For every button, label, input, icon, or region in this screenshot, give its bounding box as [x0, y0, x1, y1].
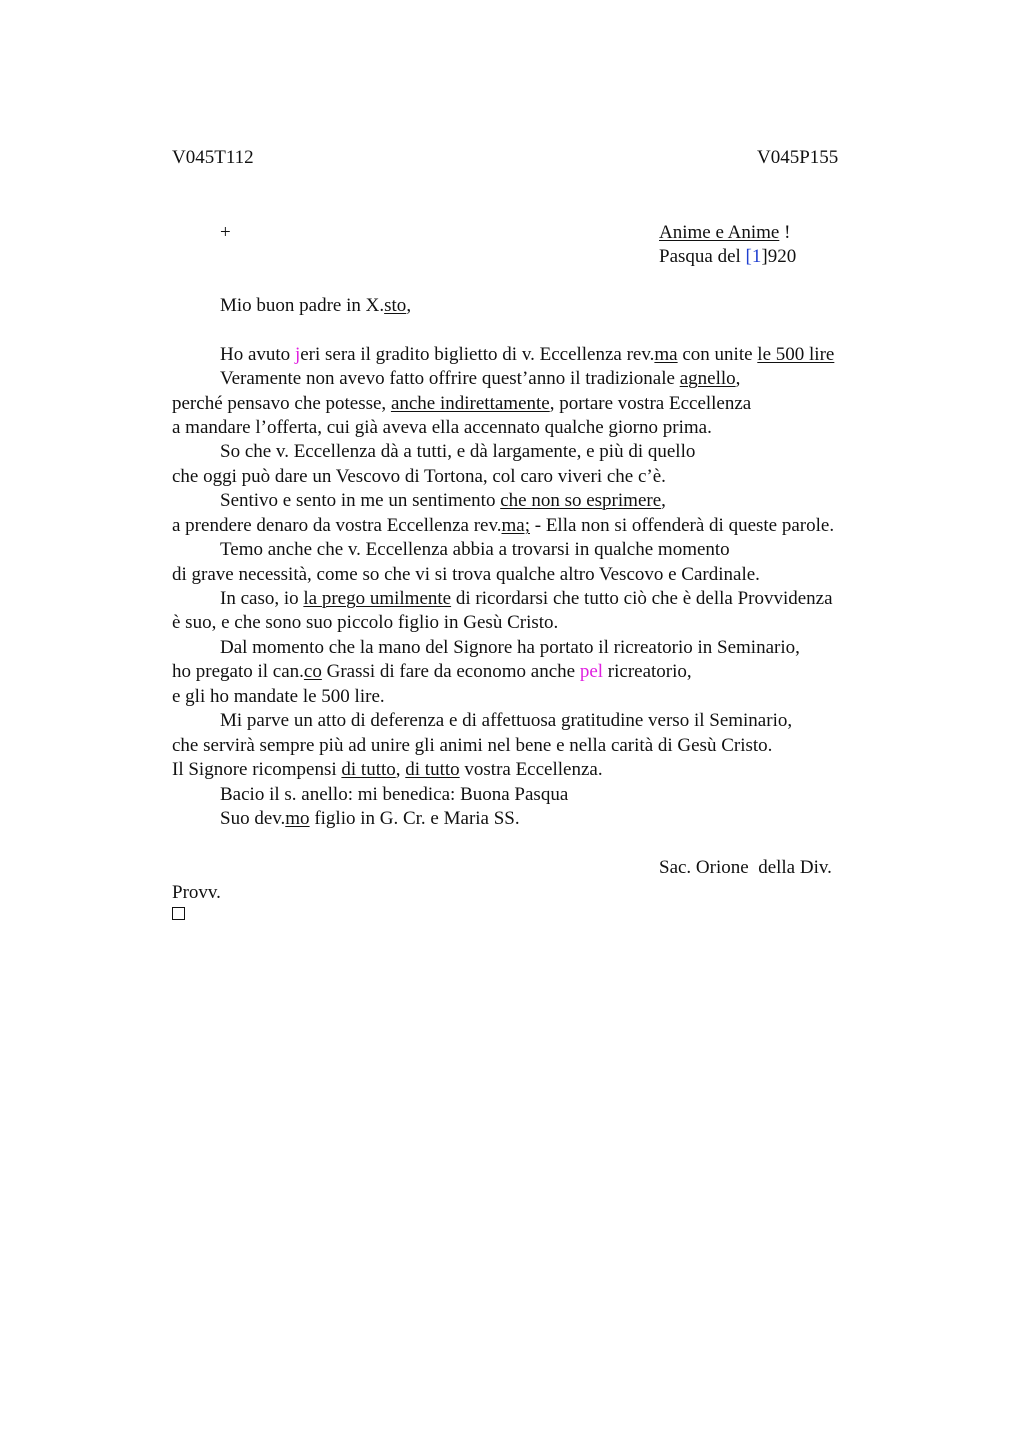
letter-heading-title [659, 221, 790, 245]
empty-square-icon [172, 907, 185, 920]
signature-continuation: Provv. [172, 882, 221, 903]
text-span: figlio in G. Cr. e Maria SS. [309, 808, 520, 829]
underlined-phrase: la prego umilmente [303, 588, 452, 609]
letter-date [659, 245, 796, 269]
text-span: , [735, 368, 741, 389]
signature-line: Sac. Orione della Div. [659, 857, 832, 878]
right-document-code: V045P155 [757, 147, 839, 168]
body-line-10: di grave necessità, come so che vi si trova qualche altro Vescovo e Cardinale. [172, 564, 760, 585]
body-line-1 [220, 343, 834, 367]
salutation-prefix: Mio buon padre in X. [220, 295, 385, 316]
body-line-16: Mi parve un atto di deferenza e di affettuosa gratitudine verso il Seminario, [220, 710, 793, 731]
salutation-abbrev: sto [384, 295, 407, 316]
text-span: di ricordarsi che tutto ciò che è della Provvidenza [451, 588, 833, 609]
underlined-abbrev: mo [285, 808, 310, 829]
body-line-18 [172, 758, 603, 782]
text-span: Ho avuto [220, 344, 295, 365]
underlined-abbrev: ma [654, 344, 678, 365]
date-restored-digit: 1 [751, 246, 762, 267]
body-line-13: Dal momento che la mano del Signore ha portato il ricreatorio in Seminario, [220, 637, 800, 658]
date-bracket-close: ] [761, 246, 768, 267]
underlined-phrase: di tutto [341, 759, 396, 780]
text-span: perché pensavo che potesse, [172, 393, 391, 414]
text-span: , [661, 490, 666, 511]
body-line-7 [220, 489, 666, 513]
underlined-abbrev: co [303, 661, 322, 682]
cross-mark: + [220, 222, 231, 243]
body-line-8 [172, 514, 834, 538]
body-line-17: che servirà sempre più ad unire gli animi nel bene e nella carità di Gesù Cristo. [172, 735, 773, 756]
left-document-code: V045T112 [172, 147, 254, 168]
text-span: ho pregato il can. [172, 661, 304, 682]
body-line-3 [172, 392, 751, 416]
marked-word: pel [579, 661, 604, 682]
text-span: ricreatorio, [603, 661, 692, 682]
body-line-19: Bacio il s. anello: mi benedica: Buona Pasqua [220, 784, 569, 805]
text-span: eri sera il gradito biglietto di v. Eccellenza rev. [300, 344, 655, 365]
body-line-14 [172, 660, 692, 684]
text-span: vostra Eccellenza. [459, 759, 603, 780]
text-span: a prendere denaro da vostra Eccellenza rev. [172, 515, 502, 536]
marked-letter: j [294, 344, 301, 365]
body-line-2 [220, 367, 740, 391]
underlined-word: agnello [679, 368, 736, 389]
date-bracket-open: [ [745, 246, 752, 267]
text-span: Grassi di fare da economo anche [321, 661, 580, 682]
text-span: con unite [677, 344, 758, 365]
underlined-phrase: le 500 lire [757, 344, 835, 365]
body-line-6: che oggi può dare un Vescovo di Tortona, col caro viveri che c’è. [172, 466, 666, 487]
text-span: , [395, 759, 406, 780]
text-span: Veramente non avevo fatto offrire quest’anno il tradizionale [220, 368, 680, 389]
text-span: , portare vostra Eccellenza [549, 393, 752, 414]
text-span: Il Signore ricompensi [172, 759, 342, 780]
text-span: Suo dev. [220, 808, 286, 829]
text-span: Sentivo e sento in me un sentimento [220, 490, 501, 511]
underlined-abbrev: ma; [501, 515, 530, 536]
body-line-12: è suo, e che sono suo piccolo figlio in Gesù Cristo. [172, 612, 559, 633]
title-text: Anime e Anime [659, 222, 780, 243]
body-line-15: e gli ho mandate le 500 lire. [172, 686, 385, 707]
body-line-5: So che v. Eccellenza dà a tutti, e dà largamente, e più di quello [220, 441, 696, 462]
underlined-phrase: anche indirettamente [390, 393, 550, 414]
body-line-4: a mandare l’offerta, cui già aveva ella accennato qualche giorno prima. [172, 417, 712, 438]
salutation [220, 294, 411, 318]
body-line-20 [220, 807, 520, 831]
salutation-suffix: , [406, 295, 412, 316]
date-suffix: 920 [767, 246, 797, 267]
date-prefix: Pasqua del [659, 246, 746, 267]
underlined-phrase: che non so esprimere [500, 490, 662, 511]
body-line-11 [220, 587, 833, 611]
body-line-9: Temo anche che v. Eccellenza abbia a trovarsi in qualche momento [220, 539, 730, 560]
title-exclamation: ! [779, 222, 791, 243]
underlined-phrase: di tutto [405, 759, 460, 780]
text-span: - Ella non si offenderà di queste parole. [530, 515, 835, 536]
text-span: In caso, io [220, 588, 304, 609]
